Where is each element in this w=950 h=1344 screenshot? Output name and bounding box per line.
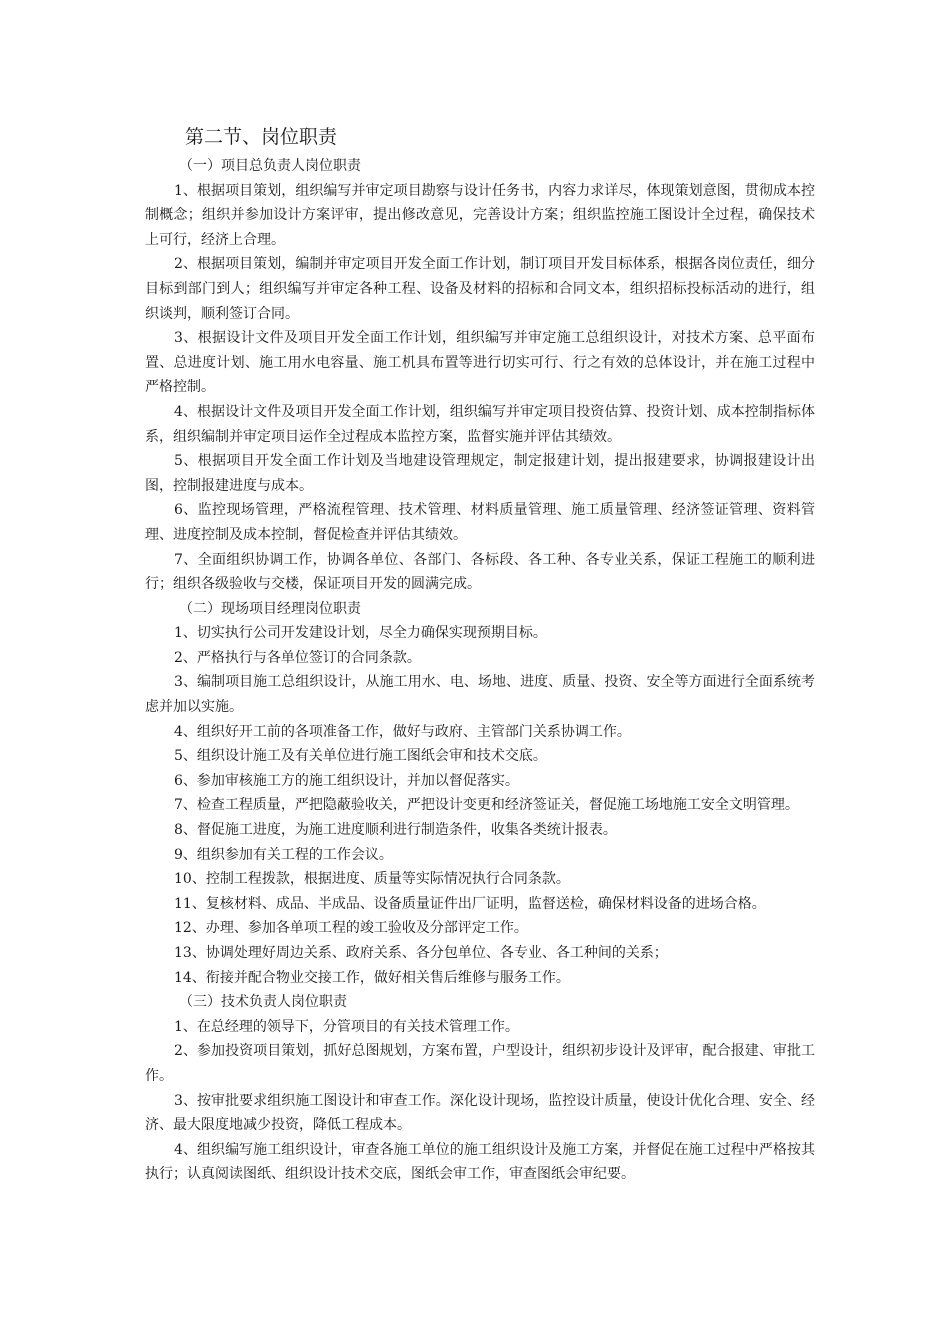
duty-item: 9、组织参加有关工程的工作会议。 <box>174 846 393 863</box>
duty-item: 1、在总经理的领导下，分管项目的有关技术管理工作。 <box>174 1018 519 1035</box>
section-site-manager <box>145 597 815 991</box>
duty-item: 1、切实执行公司开发建设计划，尽全力确保实现预期目标。 <box>174 625 547 642</box>
subheading: （一）项目总负责人岗位职责 <box>179 158 361 174</box>
duty-item: 6、参加审核施工方的施工组织设计，并加以督促落实。 <box>174 772 519 789</box>
duty-item: 3、按审批要求组织施工图设计和审查工作。深化设计现场，监控设计质量，使设计优化合理、安全、经济、最大限度地减少投资，降低工程成本。 <box>145 1092 815 1134</box>
section-technical-lead <box>145 990 815 1187</box>
duty-item: 7、检查工程质量，严把隐蔽验收关，严把设计变更和经济签证关，督促施工场地施工安全文明管理。 <box>174 797 799 814</box>
section-title: 第二节、岗位职责 <box>185 126 338 148</box>
duty-item: 8、督促施工进度，为施工进度顺利进行制造条件，收集各类统计报表。 <box>174 822 617 839</box>
duty-item: 12、办理、参加各单项工程的竣工验收及分部评定工作。 <box>174 920 528 937</box>
duty-item: 10、控制工程拨款，根据进度、质量等实际情况执行合同条款。 <box>174 871 570 888</box>
duty-item: 6、监控现场管理，严格流程管理、技术管理、材料质量管理、施工质量管理、经济签证管理、资料管理、进度控制及成本控制，督促检查并评估其绩效。 <box>145 502 815 543</box>
duty-item: 7、全面组织协调工作，协调各单位、各部门、各标段、各工种、各专业关系，保证工程施工的顺利进行；组织各级验收与交楼，保证项目开发的圆满完成。 <box>145 551 815 593</box>
duty-item: 5、根据项目开发全面工作计划及当地建设管理规定，制定报建计划，提出报建要求，协调报建设计出图，控制报建进度与成本。 <box>145 453 815 494</box>
duty-item: 11、复核材料、成品、半成品、设备质量证件出厂证明，监督送检，确保材料设备的进场合格。 <box>174 895 766 912</box>
duty-item: 5、组织设计施工及有关单位进行施工图纸会审和技术交底。 <box>174 748 547 765</box>
duty-item: 1、根据项目策划，组织编写并审定项目勘察与设计任务书，内容力求详尽，体现策划意图，贯彻成本控制概念；组织并参加设计方案评审，提出修改意见，完善设计方案；组织监控施工图设计全过程，确保技术上可行，经济上合理。 <box>145 182 815 248</box>
duty-item: 4、根据设计文件及项目开发全面工作计划，组织编写并审定项目投资估算、投资计划、成本控制指标体系，组织编制并审定项目运作全过程成本监控方案，监督实施并评估其绩效。 <box>145 403 815 445</box>
document-page <box>145 122 815 1187</box>
duty-item: 2、严格执行与各单位签订的合同条款。 <box>174 649 421 666</box>
duty-item: 13、协调处理好周边关系、政府关系、各分包单位、各专业、各工种间的关系； <box>174 945 668 961</box>
duty-item: 14、衔接并配合物业交接工作，做好相关售后维修与服务工作。 <box>174 969 570 986</box>
duty-item: 2、根据项目策划，编制并审定项目开发全面工作计划，制订项目开发目标体系，根据各岗位责任，细分目标到部门到人；组织编写并审定各种工程、设备及材料的招标和合同文本，组织招标投标活动的进行，组织谈判，顺利签订合同。 <box>145 256 815 322</box>
duty-item: 4、组织好开工前的各项准备工作，做好与政府、主管部门关系协调工作。 <box>174 723 631 740</box>
duty-item: 3、编制项目施工总组织设计，从施工用水、电、场地、进度、质量、投资、安全等方面进行全面系统考虑并加以实施。 <box>145 674 815 716</box>
duty-item: 2、参加投资项目策划，抓好总图规划，方案布置，户型设计，组织初步设计及评审，配合报建、审批工作。 <box>145 1043 815 1084</box>
duty-item: 3、根据设计文件及项目开发全面工作计划，组织编写并审定施工总组织设计，对技术方案、总平面布置、总进度计划、施工用水电容量、施工机具布置等进行切实可行、行之有效的总体设计，并在施工过程中严格控制。 <box>145 330 815 396</box>
duty-item: 4、组织编写施工组织设计，审查各施工单位的施工组织设计及施工方案，并督促在施工过程中严格按其执行；认真阅读图纸、组织设计技术交底，图纸会审工作，审查图纸会审纪要。 <box>145 1141 815 1183</box>
section-project-director <box>145 154 815 597</box>
subheading: （二）现场项目经理岗位职责 <box>179 600 361 617</box>
subheading: （三）技术负责人岗位职责 <box>179 994 347 1011</box>
